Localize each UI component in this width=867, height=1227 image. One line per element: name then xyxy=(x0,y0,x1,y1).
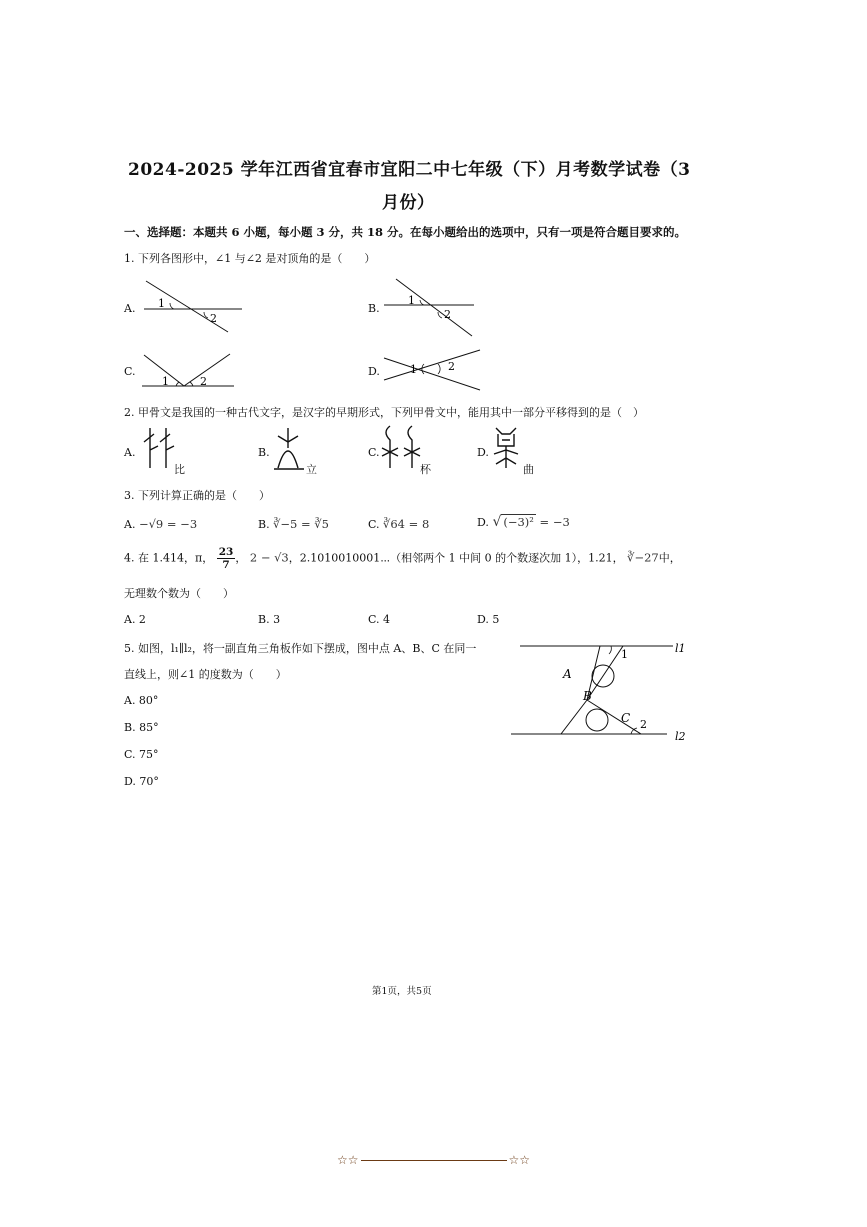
q3-option-b-expr: ∛−5 = ∛5 xyxy=(273,517,329,531)
q4-frac-num: 23 xyxy=(218,546,234,558)
q5-point-b: B xyxy=(583,689,592,703)
q1d-angle1: 1 xyxy=(410,363,417,376)
q1b-angle1: 1 xyxy=(408,294,415,307)
q5-option-c: C. 75° xyxy=(124,748,159,761)
question-2-text: 2. 甲骨文是我国的一种古代文字，是汉字的早期形式，下列甲骨文中，能用其中一部分平移得到的是（ ） xyxy=(124,406,644,419)
page-title-line1: 2024-2025 学年江西省宜春市宜阳二中七年级（下）月考数学试卷（3 xyxy=(128,160,691,180)
q4-middle: ，2.1010010001⋯（相邻两个 1 中间 0 的个数逐次加 1），1.21， xyxy=(288,551,624,565)
q4-prefix: 4. 在 1.414，π， xyxy=(124,551,214,565)
footer-decoration xyxy=(337,1153,530,1167)
q4-fraction xyxy=(217,546,236,571)
q2-glyph-d xyxy=(490,424,524,472)
footer-stars-right: ☆☆ xyxy=(508,1153,531,1167)
footer-stars-left: ☆☆ xyxy=(337,1153,359,1167)
q3-option-b xyxy=(258,517,329,531)
q1-option-d-label: D. xyxy=(368,365,380,378)
q3-option-d-radicand: (−3)² xyxy=(503,515,534,529)
q1-figure-c xyxy=(140,352,240,392)
q3-option-d xyxy=(477,514,570,530)
q3-option-b-label: B. xyxy=(258,518,270,531)
q4-option-a: A. 2 xyxy=(124,613,146,626)
q5-option-a: A. 80° xyxy=(124,694,159,707)
question-4-line1 xyxy=(124,546,681,571)
q2-char-c: 杯 xyxy=(420,463,431,476)
q1-option-c-label: C. xyxy=(124,365,136,378)
section-heading: 一、选择题：本题共 6 小题，每小题 3 分，共 18 分。在每小题给出的选项中，只有一项是符合题目要求的。 xyxy=(124,225,687,239)
question-4-line2: 无理数个数为（ ） xyxy=(124,587,234,600)
q4-option-c: C. 4 xyxy=(368,613,391,626)
q1-option-b-label: B. xyxy=(368,302,380,315)
q4-comma: ， xyxy=(235,551,247,565)
q5-option-b: B. 85° xyxy=(124,721,159,734)
q5-point-c: C xyxy=(621,711,631,725)
page-title-line2: 月份） xyxy=(382,193,435,213)
q3-option-c-expr: ∛64 = 8 xyxy=(383,517,430,531)
q4-option-d: D. 5 xyxy=(477,613,500,626)
footer-rule xyxy=(361,1160,507,1161)
q3-option-c-label: C. xyxy=(368,518,380,531)
q5-angle1-label: 1 xyxy=(621,648,628,661)
q5-line-l1: l1 xyxy=(675,642,686,655)
q1a-angle1: 1 xyxy=(158,297,165,310)
q1d-angle2: 2 xyxy=(448,360,455,373)
q2-char-d: 曲 xyxy=(523,463,534,476)
q2-char-a: 比 xyxy=(174,463,185,476)
q5-angle2-label: 2 xyxy=(640,718,647,731)
q5-line-l2: l2 xyxy=(675,730,686,743)
q4-expr2: 2 − √3 xyxy=(249,550,289,565)
q1b-angle2: 2 xyxy=(444,308,451,321)
q1c-angle1: 1 xyxy=(162,375,169,388)
page-footer-number: 第1页，共5页 xyxy=(372,986,432,997)
q3-option-a-label: A. xyxy=(124,518,136,531)
q4-frac-den: 7 xyxy=(222,559,230,571)
question-5-line1: 5. 如图，l₁∥l₂，将一副直角三角板作如下摆成，图中点 A、B、C 在同一 xyxy=(124,642,477,655)
q4-expr3: ∛−27 xyxy=(627,550,659,565)
q2-option-a-label: A. xyxy=(124,446,136,459)
question-1-text: 1. 下列各图形中，∠1 与∠2 是对顶角的是（ ） xyxy=(124,252,376,265)
q1-option-a-label: A. xyxy=(124,302,136,315)
q4-suffix: 中， xyxy=(658,551,681,565)
q5-figure xyxy=(505,636,695,748)
q3-option-a xyxy=(124,517,197,531)
q1-figure-b xyxy=(382,276,492,340)
q3-option-d-rest: = −3 xyxy=(535,515,570,529)
q2-char-b: 立 xyxy=(306,463,317,476)
q3-option-c xyxy=(368,517,429,531)
q5-option-d: D. 70° xyxy=(124,775,159,788)
question-3-text: 3. 下列计算正确的是（ ） xyxy=(124,489,270,502)
q3-option-d-label: D. xyxy=(477,516,489,529)
q2-glyph-c xyxy=(380,422,424,472)
q1-figure-a xyxy=(140,278,250,338)
q2-option-c-label: C. xyxy=(368,446,380,459)
question-5-line2: 直线上，则∠1 的度数为（ ） xyxy=(124,668,287,681)
q2-option-b-label: B. xyxy=(258,446,270,459)
q1a-angle2: 2 xyxy=(210,312,217,325)
q1-figure-d xyxy=(382,348,492,394)
q2-option-d-label: D. xyxy=(477,446,489,459)
q5-point-a: A xyxy=(563,667,572,681)
q4-option-b: B. 3 xyxy=(258,613,281,626)
q3-option-a-expr: −√9 = −3 xyxy=(138,517,198,531)
q1c-angle2: 2 xyxy=(200,375,207,388)
q3-option-d-radical: √ xyxy=(492,514,502,530)
